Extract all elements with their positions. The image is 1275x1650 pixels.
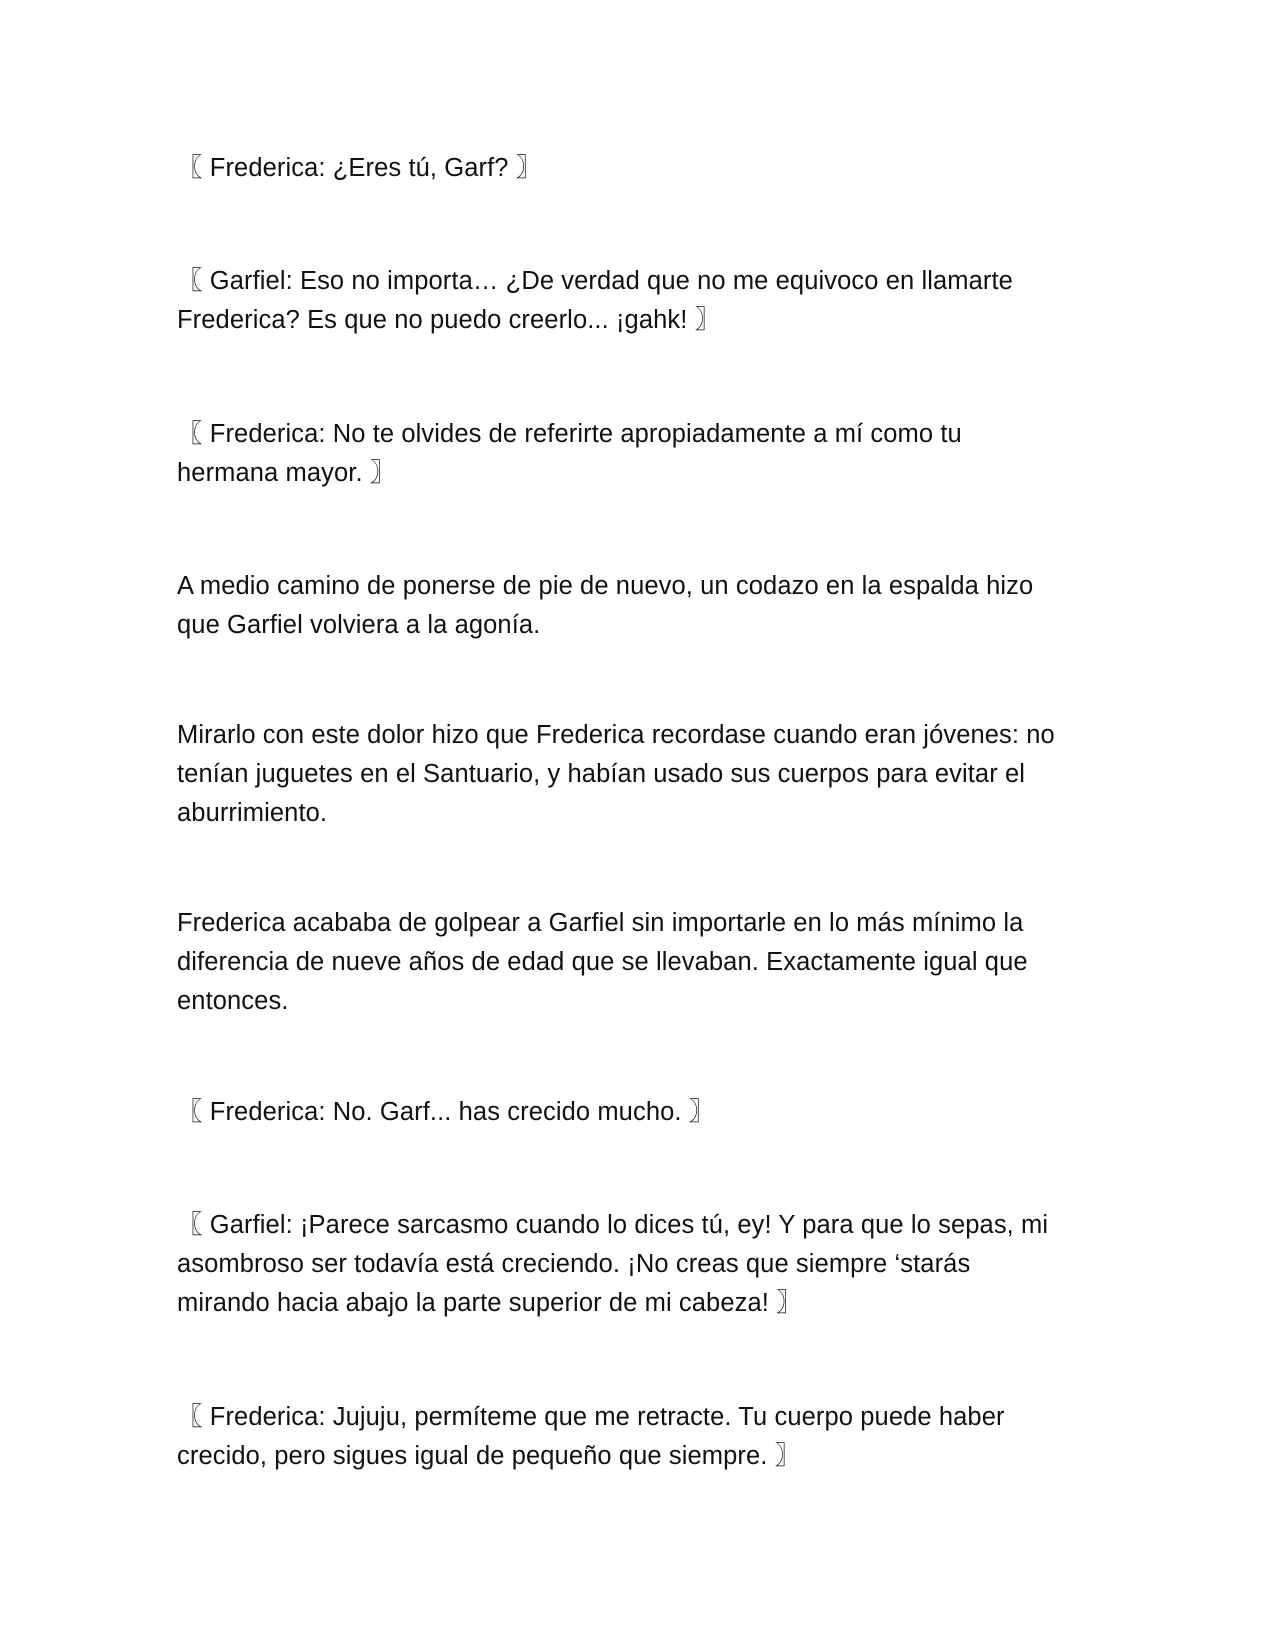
text-line: Frederica? Es que no puedo creerlo... ¡gahk! 〗: [177, 306, 721, 334]
text-line: asombroso ser todavía está creciendo. ¡No creas que siempre ‘starás: [177, 1250, 971, 1278]
narrative-paragraph: [177, 567, 1107, 645]
text-line: diferencia de nueve años de edad que se llevaban. Exactamente igual que: [177, 948, 1028, 976]
narrative-paragraph: [177, 904, 1107, 1021]
text-line: hermana mayor. 〗: [177, 459, 396, 487]
dialogue-paragraph: [177, 262, 1107, 340]
text-line: Mirarlo con este dolor hizo que Frederica recordase cuando eran jóvenes: no: [177, 721, 1055, 749]
narrative-paragraph: [177, 716, 1107, 833]
text-line: tenían juguetes en el Santuario, y habían usado sus cuerpos para evitar el: [177, 760, 1026, 788]
dialogue-paragraph: [177, 1398, 1107, 1476]
text-line: 〖 Garfiel: Eso no importa… ¿De verdad que no me equivoco en llamarte: [177, 267, 1013, 295]
text-line: 〖 Frederica: No te olvides de referirte apropiadamente a mí como tu: [177, 420, 962, 448]
text-line: 〖 Frederica: Jujuju, permíteme que me retracte. Tu cuerpo puede haber: [177, 1403, 1005, 1431]
text-line: aburrimiento.: [177, 799, 328, 827]
dialogue-paragraph: [177, 149, 1107, 188]
text-line: Frederica acababa de golpear a Garfiel sin importarle en lo más mínimo la: [177, 909, 1024, 937]
dialogue-paragraph: [177, 1093, 1107, 1132]
text-line: que Garfiel volviera a la agonía.: [177, 611, 541, 639]
text-line: 〖 Garfiel: ¡Parece sarcasmo cuando lo dices tú, ey! Y para que lo sepas, mi: [177, 1211, 1049, 1239]
text-line: crecido, pero sigues igual de pequeño que siempre. 〗: [177, 1442, 801, 1470]
text-line: mirando hacia abajo la parte superior de mi cabeza! 〗: [177, 1289, 802, 1317]
dialogue-paragraph: [177, 415, 1107, 493]
text-line: 〖 Frederica: No. Garf... has crecido mucho. 〗: [177, 1098, 715, 1126]
text-line: entonces.: [177, 987, 289, 1015]
text-line: 〖 Frederica: ¿Eres tú, Garf? 〗: [177, 154, 542, 182]
dialogue-paragraph: [177, 1206, 1107, 1323]
text-line: A medio camino de ponerse de pie de nuevo, un codazo en la espalda hizo: [177, 572, 1034, 600]
